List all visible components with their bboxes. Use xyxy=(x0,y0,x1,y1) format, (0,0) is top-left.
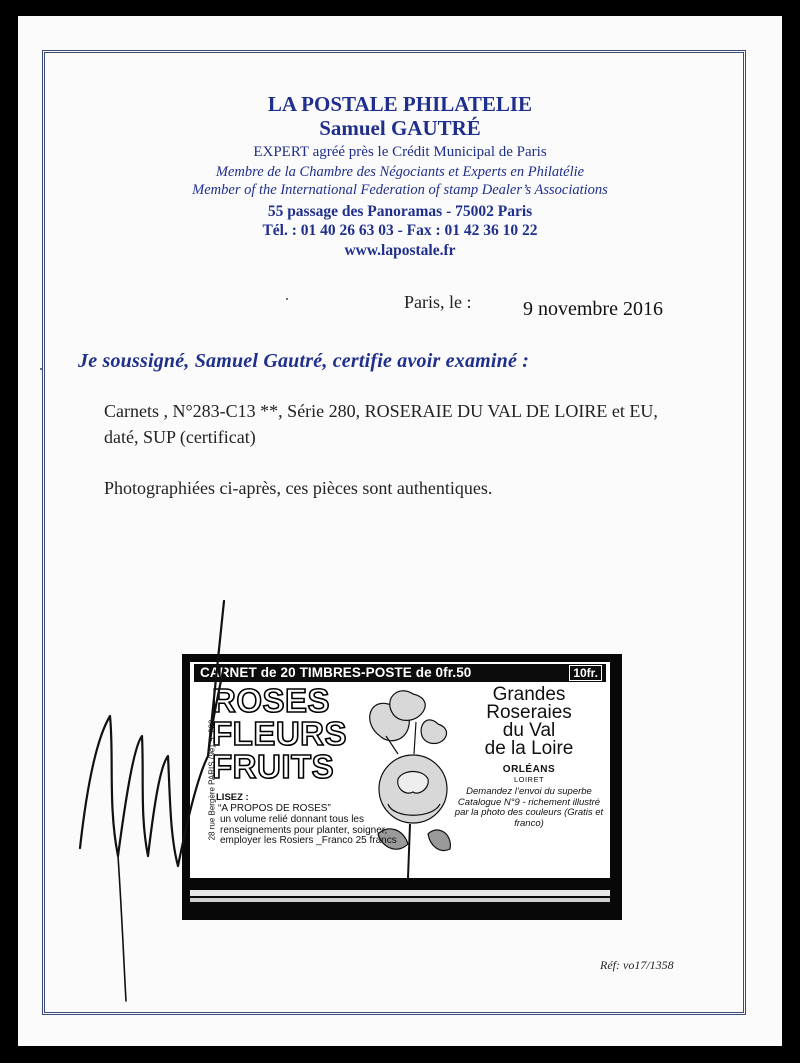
reference-number: Réf: vo17/1358 xyxy=(600,958,674,972)
grandes-text: Grandes xyxy=(492,684,566,705)
place-label: Paris, le : xyxy=(404,292,472,312)
authenticity-statement: Photographiées ci-après, ces pièces sont authentiques. xyxy=(104,478,493,498)
duval-text: du Val xyxy=(502,720,556,741)
phone-fax: Tél. : 01 40 26 63 03 - Fax : 01 42 36 10 22 xyxy=(262,222,538,239)
expert-name: Samuel GAUTRÉ xyxy=(319,116,481,140)
company-title: LA POSTALE PHILATELIE xyxy=(267,92,533,116)
ribbon-text: CARNET de 20 TIMBRES-POSTE de 0fr.50 xyxy=(200,665,472,680)
lisez-label: LISEZ : xyxy=(216,792,249,803)
volume-text: un volume relié donnant tous les renseignements pour planter, soigner, employer les Rosiers _Franco 25 francs xyxy=(220,814,397,846)
catalogue-offer: Demandez l’envoi du superbe Catalogue N°9 - richement illustré par la photo des couleurs (Gratis et franco) xyxy=(454,786,604,829)
certificate-date: 9 novembre 2016 xyxy=(523,298,663,320)
membership-english: Member of the International Federation of stamp Dealer’s Associations xyxy=(192,182,608,198)
big-text-fruits: FRUITS xyxy=(212,748,335,785)
expert-accreditation: EXPERT agréé près le Crédit Municipal de Paris xyxy=(253,144,547,160)
big-text-fleurs: FLEURS xyxy=(212,715,347,752)
booklet-photo xyxy=(182,654,622,920)
booklet-edge xyxy=(182,886,622,920)
price-box: 10fr. xyxy=(569,665,602,681)
ink-dot xyxy=(286,298,288,300)
roseraies-text: Roseraies xyxy=(486,702,572,723)
certify-statement: Je soussigné, Samuel Gautré, certifie avoir examiné : xyxy=(78,350,530,372)
ink-dot xyxy=(40,368,42,370)
booklet-cover xyxy=(190,662,610,878)
big-text-roses: ROSES xyxy=(212,682,331,719)
certificate-page xyxy=(18,16,782,1046)
membership-french: Membre de la Chambre des Négociants et Experts en Philatélie xyxy=(215,164,585,180)
booklet-ribbon xyxy=(194,664,606,682)
orleans-text: ORLÉANS xyxy=(502,764,556,775)
delaloire-text: de la Loire xyxy=(484,738,574,759)
loiret-text: LOIRET xyxy=(513,775,545,784)
side-strip xyxy=(196,684,217,876)
address: 55 passage des Panoramas - 75002 Paris xyxy=(267,203,533,220)
item-description: Carnets , N°283-C13 **, Série 280, ROSERAIE DU VAL DE LOIRE et EU, daté, SUP (certificat) xyxy=(104,401,658,447)
website: www.lapostale.fr xyxy=(344,242,456,259)
book-title: “A PROPOS DE ROSES” xyxy=(218,803,331,814)
roseraies-block xyxy=(452,686,606,829)
printer-side-text: 28 rue Bergère PARIS (9e) S. 280 xyxy=(207,719,217,841)
